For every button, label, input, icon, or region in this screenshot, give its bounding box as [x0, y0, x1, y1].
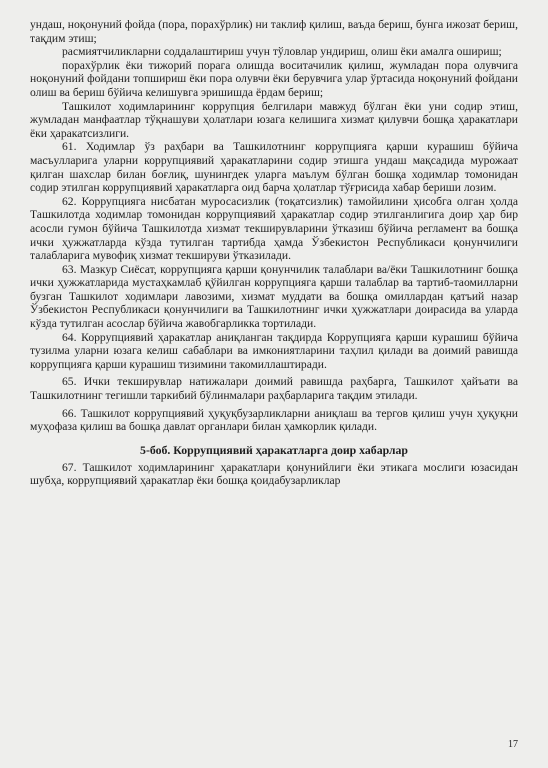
paragraph-mediation: порахўрлик ёки тижорий порага олишда воситачилик қилиш, жумладан пора олувчига ноқонуний фойдани топшириш ёки пора олувчи ёки берувчига улар ўртасида ноқонуний фойдани олиш ва бериш бўйича келишувга эришишда ёрдам бериш;: [30, 58, 518, 99]
section-heading: 5-боб. Коррупциявий ҳаракатларга доир хабарлар: [140, 442, 408, 457]
paragraph-62: 62. Коррупцияга нисбатан муросасизлик (тоқатсизлик) тамойилини ҳисобга олган ҳолда Ташкилотда ходимлар томонидан коррупциявий ҳаракатлар содир этилганлигига доир ҳар бир асосли гумон бўйича Ташкилотда хизмат текширувларини ўтказиш бўйича регламент ва бошқа ички ҳужжатларда кўзда тутилган тартибда ҳамда Ўзбекистон Республикаси қонунчилиги талабларига мувофиқ хизмат текшируви ўтказилади.: [30, 194, 518, 263]
paragraph-63: 63. Мазкур Сиёсат, коррупцияга қарши қонунчилик талаблари ва/ёки Ташкилотнинг бошқа ички ҳужжатларида мустаҳкамлаб қўйилган коррупцияга қарши талаблар ва тартиб-таомилларни бузган Ташкилот ходимлари лавозими, хизмат муддати ва бошқа омиллардан қатъий назар Ўзбекистон Республикаси қонунчилиги ва Ташкилотнинг ички ҳужжатлари доирасида ва уларда кўзда тутилган асослар бўйича жавобгарликка тортилади.: [30, 262, 518, 331]
paragraph-64: 64. Коррупциявий ҳаракатлар аниқланган тақдирда Коррупцияга қарши курашиш бўйича тузилма уларни юзага келиш сабаблари ва имкониятларини таҳлил қилади ва доимий равишда коррупцияга қарши курашиш тизимини такомиллаштиради.: [30, 330, 518, 371]
paragraph-65: 65. Ички текширувлар натижалари доимий равишда раҳбарга, Ташкилот ҳайъати ва Ташкилотнинг тегишли таркибий бўлинмалари раҳбарларига тақдим этилади.: [30, 375, 518, 403]
paragraph-61: 61. Ходимлар ўз раҳбари ва Ташкилотнинг коррупцияга қарши курашиш бўйича масъулларига уларни коррупциявий ҳаракатларини содир этишга ундаш мақсадида мурожаат қилган шахслар билан боғлиқ, шунингдек уларга маълум бўлган бошқа ходимлар томонидан содир этилган коррупциявий ҳаракатларга оид барча ҳолатлар тўғрисида хабар бериши лозим.: [30, 140, 518, 195]
paragraph-continuation: ундаш, ноқонуний фойда (пора, порахўрлик) ни таклиф қилиш, ваъда бериш, бунга ижозат бериш, тақдим этиш;: [30, 18, 518, 45]
paragraph-66: 66. Ташкилот коррупциявий ҳуқуқбузарликларни аниқлаш ва тергов қилиш учун ҳуқуқни муҳофаза қилиш ва бошқа давлат органлари билан ҳамкорлик қилади.: [30, 406, 518, 434]
page-number: 17: [508, 739, 518, 750]
paragraph-67: 67. Ташкилот ходимларининг ҳаракатлари қонунийлиги ёки этикага мослиги юзасидан шубҳа, коррупциявий ҳаракатлар ёки бошқа қоидабузарликлар: [30, 460, 518, 488]
paragraph-payments: расмиятчиликларни соддалаштириш учун тўловлар ундириш, олиш ёки амалга ошириш;: [62, 45, 502, 59]
paragraph-other-actions: Ташкилот ходимларининг коррупция белгилари мавжуд бўлган ёки уни содир этиш, жумладан манфаатлар тўқнашуви ҳолатлари юзага келишига хизмат қилувчи бошқа ҳаракатлари ёки ҳаракатсизлиги.: [30, 99, 518, 140]
